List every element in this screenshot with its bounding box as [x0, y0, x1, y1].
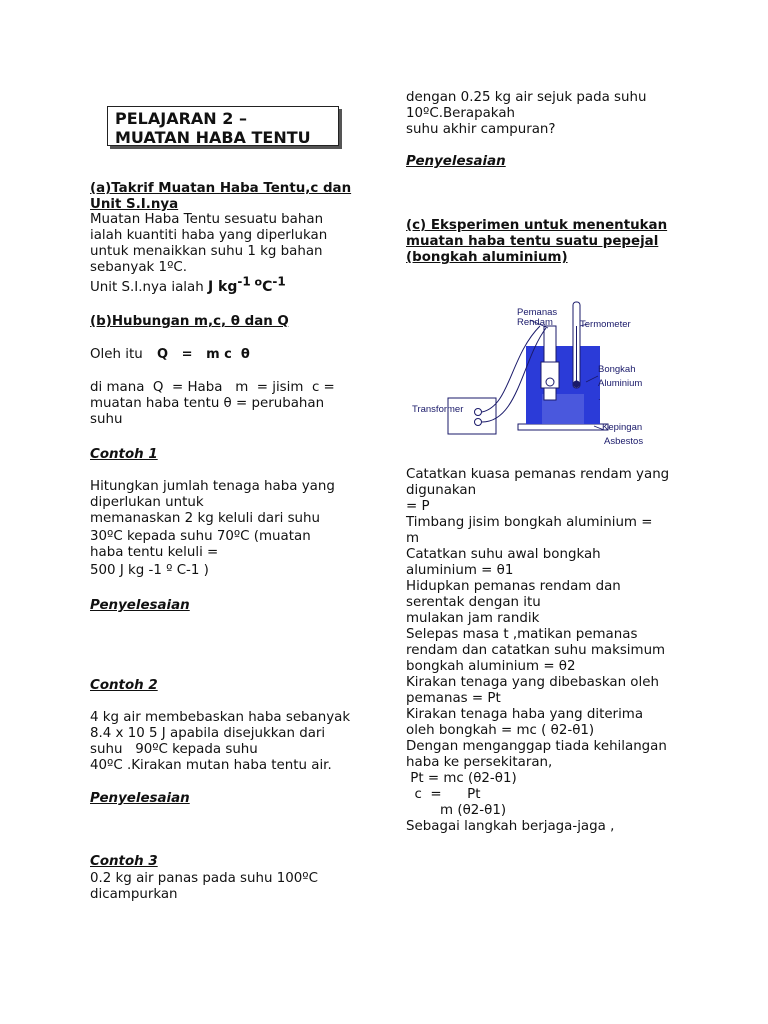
step-line: Pt = mc (θ2-θ1): [406, 771, 517, 786]
experiment-steps: [406, 467, 696, 835]
contoh-3-label: Contoh 3: [90, 854, 158, 869]
step-line: serentak dengan itu: [406, 595, 541, 610]
section-b-heading: (b)Hubungan m,c, θ dan Q: [90, 314, 289, 329]
step-line: Catatkan kuasa pemanas rendam yang: [406, 467, 670, 482]
formula: Q = m c θ: [156, 347, 250, 362]
label-asbestos-2: Asbestos: [604, 436, 644, 447]
lesson-title-line1: PELAJARAN 2 –: [115, 109, 247, 128]
step-line: mulakan jam randik: [406, 611, 540, 626]
step-line: Hidupkan pemanas rendam dan: [406, 579, 621, 594]
text-line: 500 J kg -1 º C-1 ): [90, 563, 209, 578]
contoh-3-continued: [406, 90, 691, 138]
contoh-1-label: Contoh 1: [90, 447, 158, 462]
transformer-terminal: [475, 409, 482, 416]
text-line: 40ºC .Kirakan mutan haba tentu air.: [90, 758, 332, 773]
unit-exp2: -1: [272, 274, 286, 289]
text-line: sebanyak 1ºC.: [90, 260, 187, 275]
step-line: Selepas masa t ,matikan pemanas: [406, 627, 638, 642]
section-a-body: [90, 212, 380, 276]
unit-exp1: -1: [237, 274, 251, 289]
label-heater-2: Rendam: [517, 317, 553, 328]
section-a-heading-line2: Unit S.I.nya: [90, 197, 179, 212]
step-line: aluminium = θ1: [406, 563, 514, 578]
label-dot: .: [598, 392, 601, 403]
unit-c: C: [262, 279, 273, 295]
si-unit-line: [90, 274, 380, 296]
penyelesaian-2: Penyelesaian: [90, 791, 190, 806]
text-line: haba tentu keluli =: [90, 545, 219, 560]
step-line: c = Pt: [406, 787, 481, 802]
section-a-heading: [90, 181, 380, 213]
text-line: memanaskan 2 kg keluli dari suhu: [90, 511, 321, 526]
contoh-3-body: [90, 871, 380, 903]
step-line: pemanas = Pt: [406, 691, 501, 706]
text-line: Muatan Haba Tentu sesuatu bahan: [90, 212, 324, 227]
label-aluminium: Aluminium: [598, 378, 643, 389]
contoh-1-body: [90, 479, 380, 579]
text-line: 0.2 kg air panas pada suhu 100ºC: [90, 871, 318, 886]
step-line: Timbang jisim bongkah aluminium =: [406, 515, 653, 530]
text-line: 30ºC kepada suhu 70ºC (muatan: [90, 529, 311, 544]
section-c-line: muatan haba tentu suatu pepejal: [406, 234, 659, 249]
unit-degree: o: [250, 275, 263, 289]
label-transformer: Transformer: [412, 404, 464, 415]
lesson-title-box: [107, 106, 339, 146]
step-line: Kirakan tenaga haba yang diterima: [406, 707, 644, 722]
apparatus-diagram: [410, 296, 660, 451]
step-line: m: [406, 531, 420, 546]
step-line: Sebagai langkah berjaga-jaga ,: [406, 819, 615, 834]
step-line: digunakan: [406, 483, 477, 498]
step-line: rendam dan catatkan suhu maksimum: [406, 643, 666, 658]
asbestos-plate: [518, 424, 608, 430]
step-line: Kirakan tenaga yang dibebaskan oleh: [406, 675, 659, 690]
penyelesaian-3: Penyelesaian: [406, 154, 506, 169]
text-line: dicampurkan: [90, 887, 178, 902]
step-line: haba ke persekitaran,: [406, 755, 553, 770]
si-unit-prefix: Unit S.I.nya ialah: [90, 280, 208, 295]
formula-prefix: Oleh itu: [90, 347, 143, 362]
text-line: untuk menaikkan suhu 1 kg bahan: [90, 244, 323, 259]
step-line: bongkah aluminium = θ2: [406, 659, 576, 674]
formula-line: [90, 347, 380, 363]
text-line: Hitungkan jumlah tenaga haba yang: [90, 479, 335, 494]
text-line: 4 kg air membebaskan haba sebanyak: [90, 710, 351, 725]
text-line: suhu: [90, 412, 123, 427]
contoh-2-label: Contoh 2: [90, 678, 158, 693]
transformer-terminal: [475, 419, 482, 426]
unit-j: J kg: [207, 279, 238, 295]
step-line: Catatkan suhu awal bongkah: [406, 547, 601, 562]
step-line: oleh bongkah = mc ( θ2-θ1): [406, 723, 595, 738]
text-line: suhu akhir campuran?: [406, 122, 556, 137]
penyelesaian-1: Penyelesaian: [90, 598, 190, 613]
text-line: di mana Q = Haba m = jisim c =: [90, 380, 335, 395]
text-line: dengan 0.25 kg air sejuk pada suhu: [406, 90, 647, 105]
lesson-title-line2: MUATAN HABA TENTU: [115, 128, 311, 147]
section-a-heading-line1: (a)Takrif Muatan Haba Tentu,c dan: [90, 181, 352, 196]
step-line: m (θ2-θ1): [406, 803, 507, 818]
text-line: 8.4 x 10 5 J apabila disejukkan dari: [90, 726, 326, 741]
text-line: 10ºC.Berapakah: [406, 106, 516, 121]
label-block: Bongkah: [598, 364, 636, 375]
contoh-2-body: [90, 710, 380, 774]
label-thermometer: Termometer: [580, 319, 631, 330]
text-line: ialah kuantiti haba yang diperlukan: [90, 228, 328, 243]
section-c-line: (c) Eksperimen untuk menentukan: [406, 218, 668, 233]
section-c-heading: [406, 218, 696, 266]
text-line: diperlukan untuk: [90, 495, 204, 510]
text-line: suhu 90ºC kepada suhu: [90, 742, 258, 757]
label-heater: Pemanas: [517, 307, 558, 318]
step-line: = P: [406, 499, 430, 514]
text-line: muatan haba tentu θ = perubahan: [90, 396, 325, 411]
section-c-line: (bongkah aluminium): [406, 250, 568, 265]
label-asbestos: Kepingan: [602, 422, 643, 433]
heater-body: [541, 362, 559, 388]
step-line: Dengan menganggap tiada kehilangan: [406, 739, 667, 754]
section-b-body: [90, 380, 380, 428]
